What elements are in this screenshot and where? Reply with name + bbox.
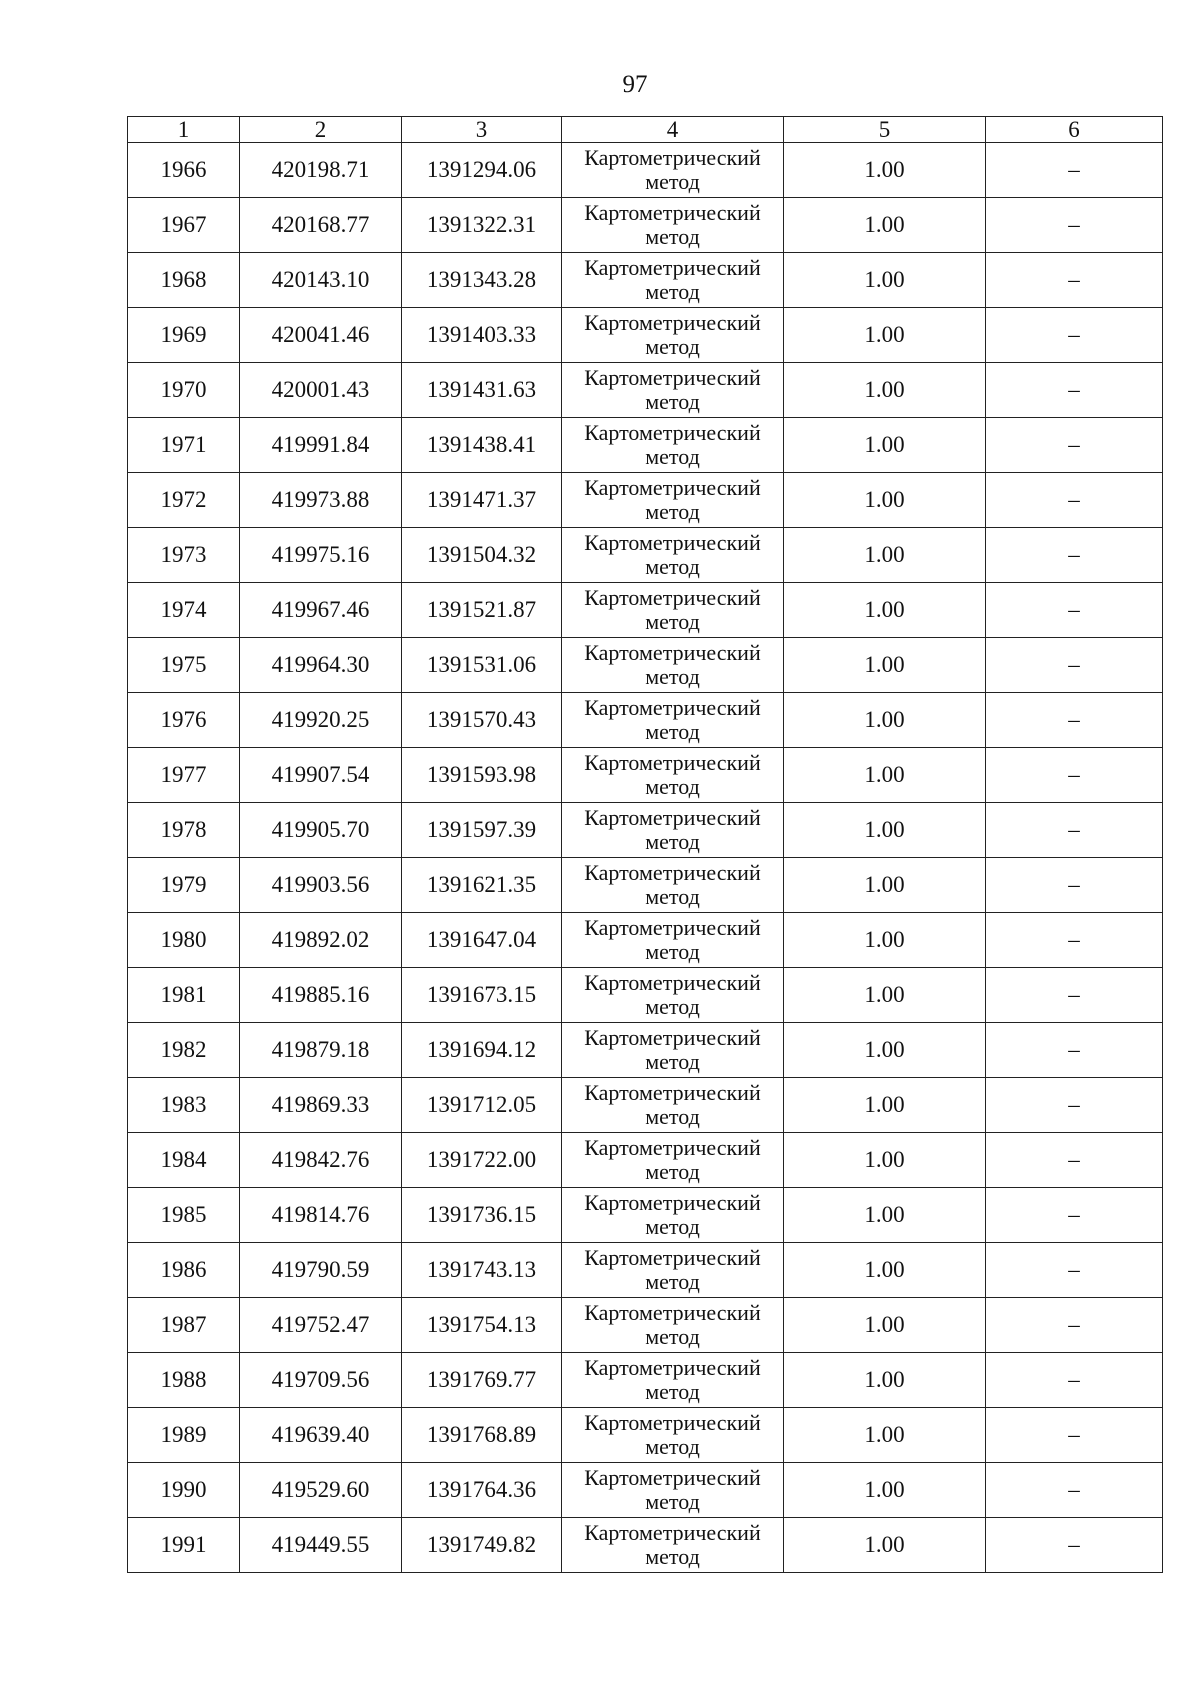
x-coordinate-cell: 419991.84 (240, 418, 402, 473)
x-coordinate-cell: 420001.43 (240, 363, 402, 418)
method-cell (562, 638, 784, 693)
table-row (128, 473, 1163, 528)
table-row (128, 308, 1163, 363)
method-line: метод (645, 389, 700, 414)
point-number-cell: 1981 (128, 968, 240, 1023)
method-line: метод (645, 1049, 700, 1074)
method-line: метод (645, 1324, 700, 1349)
note-cell: – (986, 913, 1163, 968)
x-coordinate-cell: 419892.02 (240, 913, 402, 968)
table-row (128, 1188, 1163, 1243)
method-cell (562, 528, 784, 583)
method-line: Картометрический (584, 805, 761, 830)
point-number-cell: 1977 (128, 748, 240, 803)
y-coordinate-cell: 1391570.43 (402, 693, 562, 748)
method-line: метод (645, 1159, 700, 1184)
method-line: метод (645, 499, 700, 524)
y-coordinate-cell: 1391593.98 (402, 748, 562, 803)
method-line: Картометрический (584, 1520, 761, 1545)
method-line: метод (645, 664, 700, 689)
x-coordinate-cell: 419907.54 (240, 748, 402, 803)
x-coordinate-cell: 419709.56 (240, 1353, 402, 1408)
note-cell: – (986, 308, 1163, 363)
y-coordinate-cell: 1391471.37 (402, 473, 562, 528)
point-number-cell: 1970 (128, 363, 240, 418)
method-cell (562, 198, 784, 253)
method-line: Картометрический (584, 695, 761, 720)
method-line: Картометрический (584, 750, 761, 775)
method-line: Картометрический (584, 365, 761, 390)
column-header: 1 (128, 117, 240, 143)
note-cell: – (986, 1133, 1163, 1188)
method-cell (562, 1353, 784, 1408)
x-coordinate-cell: 419790.59 (240, 1243, 402, 1298)
accuracy-cell: 1.00 (784, 1078, 986, 1133)
table-row (128, 1353, 1163, 1408)
note-cell: – (986, 473, 1163, 528)
table-body (128, 117, 1163, 1573)
table-row (128, 1408, 1163, 1463)
accuracy-cell: 1.00 (784, 1133, 986, 1188)
x-coordinate-cell: 419529.60 (240, 1463, 402, 1518)
method-line: Картометрический (584, 530, 761, 555)
method-cell (562, 1133, 784, 1188)
method-line: Картометрический (584, 1355, 761, 1380)
x-coordinate-cell: 420143.10 (240, 253, 402, 308)
table-row (128, 363, 1163, 418)
table-row (128, 1518, 1163, 1573)
y-coordinate-cell: 1391647.04 (402, 913, 562, 968)
accuracy-cell: 1.00 (784, 1023, 986, 1078)
method-line: метод (645, 994, 700, 1019)
note-cell: – (986, 418, 1163, 473)
table-row (128, 748, 1163, 803)
point-number-cell: 1973 (128, 528, 240, 583)
table-row (128, 1243, 1163, 1298)
note-cell: – (986, 968, 1163, 1023)
method-line: Картометрический (584, 200, 761, 225)
accuracy-cell: 1.00 (784, 1463, 986, 1518)
point-number-cell: 1969 (128, 308, 240, 363)
point-number-cell: 1983 (128, 1078, 240, 1133)
point-number-cell: 1988 (128, 1353, 240, 1408)
method-cell (562, 473, 784, 528)
coordinates-table (127, 116, 1163, 1573)
note-cell: – (986, 858, 1163, 913)
note-cell: – (986, 693, 1163, 748)
x-coordinate-cell: 419885.16 (240, 968, 402, 1023)
method-line: метод (645, 1104, 700, 1129)
method-line: метод (645, 829, 700, 854)
note-cell: – (986, 528, 1163, 583)
method-line: метод (645, 1489, 700, 1514)
accuracy-cell: 1.00 (784, 198, 986, 253)
note-cell: – (986, 1463, 1163, 1518)
method-line: Картометрический (584, 1410, 761, 1435)
table-row (128, 418, 1163, 473)
accuracy-cell: 1.00 (784, 638, 986, 693)
method-cell (562, 1518, 784, 1573)
note-cell: – (986, 198, 1163, 253)
y-coordinate-cell: 1391322.31 (402, 198, 562, 253)
y-coordinate-cell: 1391531.06 (402, 638, 562, 693)
accuracy-cell: 1.00 (784, 1188, 986, 1243)
table-row (128, 143, 1163, 198)
method-cell (562, 803, 784, 858)
y-coordinate-cell: 1391694.12 (402, 1023, 562, 1078)
method-cell (562, 858, 784, 913)
note-cell: – (986, 1298, 1163, 1353)
column-header: 2 (240, 117, 402, 143)
column-header: 6 (986, 117, 1163, 143)
x-coordinate-cell: 419964.30 (240, 638, 402, 693)
accuracy-cell: 1.00 (784, 143, 986, 198)
method-line: Картометрический (584, 1465, 761, 1490)
y-coordinate-cell: 1391722.00 (402, 1133, 562, 1188)
table-row (128, 858, 1163, 913)
column-header: 4 (562, 117, 784, 143)
method-line: метод (645, 554, 700, 579)
method-line: метод (645, 884, 700, 909)
method-line: Картометрический (584, 145, 761, 170)
x-coordinate-cell: 419967.46 (240, 583, 402, 638)
table-row (128, 528, 1163, 583)
method-line: Картометрический (584, 255, 761, 280)
point-number-cell: 1978 (128, 803, 240, 858)
point-number-cell: 1974 (128, 583, 240, 638)
note-cell: – (986, 1518, 1163, 1573)
y-coordinate-cell: 1391764.36 (402, 1463, 562, 1518)
accuracy-cell: 1.00 (784, 1353, 986, 1408)
y-coordinate-cell: 1391621.35 (402, 858, 562, 913)
accuracy-cell: 1.00 (784, 1408, 986, 1463)
accuracy-cell: 1.00 (784, 748, 986, 803)
method-line: Картометрический (584, 1025, 761, 1050)
method-cell (562, 1298, 784, 1353)
y-coordinate-cell: 1391754.13 (402, 1298, 562, 1353)
point-number-cell: 1976 (128, 693, 240, 748)
point-number-cell: 1975 (128, 638, 240, 693)
accuracy-cell: 1.00 (784, 1243, 986, 1298)
method-cell (562, 418, 784, 473)
method-cell (562, 1463, 784, 1518)
x-coordinate-cell: 420198.71 (240, 143, 402, 198)
accuracy-cell: 1.00 (784, 363, 986, 418)
method-line: метод (645, 1434, 700, 1459)
column-header: 5 (784, 117, 986, 143)
point-number-cell: 1985 (128, 1188, 240, 1243)
x-coordinate-cell: 419842.76 (240, 1133, 402, 1188)
method-line: Картометрический (584, 475, 761, 500)
method-line: Картометрический (584, 585, 761, 610)
x-coordinate-cell: 419905.70 (240, 803, 402, 858)
table-row (128, 638, 1163, 693)
y-coordinate-cell: 1391768.89 (402, 1408, 562, 1463)
method-cell (562, 583, 784, 638)
point-number-cell: 1987 (128, 1298, 240, 1353)
method-line: метод (645, 334, 700, 359)
method-cell (562, 748, 784, 803)
method-cell (562, 1078, 784, 1133)
method-line: метод (645, 1269, 700, 1294)
table-row (128, 583, 1163, 638)
point-number-cell: 1982 (128, 1023, 240, 1078)
accuracy-cell: 1.00 (784, 473, 986, 528)
accuracy-cell: 1.00 (784, 583, 986, 638)
method-line: Картометрический (584, 640, 761, 665)
accuracy-cell: 1.00 (784, 913, 986, 968)
x-coordinate-cell: 420041.46 (240, 308, 402, 363)
x-coordinate-cell: 419449.55 (240, 1518, 402, 1573)
note-cell: – (986, 143, 1163, 198)
table-row (128, 1078, 1163, 1133)
accuracy-cell: 1.00 (784, 418, 986, 473)
point-number-cell: 1980 (128, 913, 240, 968)
x-coordinate-cell: 419814.76 (240, 1188, 402, 1243)
accuracy-cell: 1.00 (784, 528, 986, 583)
method-line: метод (645, 609, 700, 634)
x-coordinate-cell: 419752.47 (240, 1298, 402, 1353)
table-row (128, 968, 1163, 1023)
y-coordinate-cell: 1391343.28 (402, 253, 562, 308)
method-line: метод (645, 279, 700, 304)
method-line: Картометрический (584, 1080, 761, 1105)
x-coordinate-cell: 419639.40 (240, 1408, 402, 1463)
column-header: 3 (402, 117, 562, 143)
method-line: метод (645, 1544, 700, 1569)
note-cell: – (986, 1408, 1163, 1463)
point-number-cell: 1971 (128, 418, 240, 473)
method-line: Картометрический (584, 915, 761, 940)
note-cell: – (986, 748, 1163, 803)
method-cell (562, 308, 784, 363)
method-line: метод (645, 1379, 700, 1404)
note-cell: – (986, 638, 1163, 693)
note-cell: – (986, 363, 1163, 418)
accuracy-cell: 1.00 (784, 1518, 986, 1573)
method-line: метод (645, 224, 700, 249)
method-cell (562, 253, 784, 308)
table-row (128, 1298, 1163, 1353)
table-row (128, 1463, 1163, 1518)
accuracy-cell: 1.00 (784, 693, 986, 748)
note-cell: – (986, 1243, 1163, 1298)
note-cell: – (986, 1188, 1163, 1243)
method-line: Картометрический (584, 1300, 761, 1325)
point-number-cell: 1966 (128, 143, 240, 198)
y-coordinate-cell: 1391769.77 (402, 1353, 562, 1408)
point-number-cell: 1979 (128, 858, 240, 913)
y-coordinate-cell: 1391712.05 (402, 1078, 562, 1133)
note-cell: – (986, 803, 1163, 858)
method-line: метод (645, 774, 700, 799)
accuracy-cell: 1.00 (784, 253, 986, 308)
note-cell: – (986, 1078, 1163, 1133)
x-coordinate-cell: 419975.16 (240, 528, 402, 583)
y-coordinate-cell: 1391736.15 (402, 1188, 562, 1243)
y-coordinate-cell: 1391749.82 (402, 1518, 562, 1573)
method-cell (562, 968, 784, 1023)
point-number-cell: 1972 (128, 473, 240, 528)
y-coordinate-cell: 1391504.32 (402, 528, 562, 583)
table-row (128, 913, 1163, 968)
table-row (128, 1023, 1163, 1078)
x-coordinate-cell: 419903.56 (240, 858, 402, 913)
accuracy-cell: 1.00 (784, 968, 986, 1023)
method-cell (562, 1023, 784, 1078)
method-cell (562, 913, 784, 968)
page-number: 97 (622, 71, 648, 98)
point-number-cell: 1991 (128, 1518, 240, 1573)
y-coordinate-cell: 1391438.41 (402, 418, 562, 473)
method-line: Картометрический (584, 860, 761, 885)
y-coordinate-cell: 1391673.15 (402, 968, 562, 1023)
method-line: метод (645, 939, 700, 964)
y-coordinate-cell: 1391521.87 (402, 583, 562, 638)
table-row (128, 198, 1163, 253)
y-coordinate-cell: 1391294.06 (402, 143, 562, 198)
method-line: метод (645, 169, 700, 194)
point-number-cell: 1990 (128, 1463, 240, 1518)
method-line: метод (645, 1214, 700, 1239)
point-number-cell: 1984 (128, 1133, 240, 1188)
method-cell (562, 1243, 784, 1298)
table-row (128, 803, 1163, 858)
method-cell (562, 1408, 784, 1463)
method-line: Картометрический (584, 1245, 761, 1270)
x-coordinate-cell: 419879.18 (240, 1023, 402, 1078)
y-coordinate-cell: 1391431.63 (402, 363, 562, 418)
method-line: Картометрический (584, 420, 761, 445)
point-number-cell: 1968 (128, 253, 240, 308)
x-coordinate-cell: 419869.33 (240, 1078, 402, 1133)
accuracy-cell: 1.00 (784, 803, 986, 858)
method-cell (562, 363, 784, 418)
accuracy-cell: 1.00 (784, 1298, 986, 1353)
note-cell: – (986, 253, 1163, 308)
point-number-cell: 1967 (128, 198, 240, 253)
point-number-cell: 1986 (128, 1243, 240, 1298)
header-row (128, 117, 1163, 143)
method-cell (562, 1188, 784, 1243)
method-line: метод (645, 444, 700, 469)
x-coordinate-cell: 420168.77 (240, 198, 402, 253)
table-row (128, 253, 1163, 308)
y-coordinate-cell: 1391597.39 (402, 803, 562, 858)
y-coordinate-cell: 1391403.33 (402, 308, 562, 363)
accuracy-cell: 1.00 (784, 858, 986, 913)
accuracy-cell: 1.00 (784, 308, 986, 363)
note-cell: – (986, 1023, 1163, 1078)
x-coordinate-cell: 419920.25 (240, 693, 402, 748)
method-line: Картометрический (584, 1135, 761, 1160)
note-cell: – (986, 583, 1163, 638)
point-number-cell: 1989 (128, 1408, 240, 1463)
table-row (128, 1133, 1163, 1188)
method-line: Картометрический (584, 970, 761, 995)
method-line: Картометрический (584, 310, 761, 335)
y-coordinate-cell: 1391743.13 (402, 1243, 562, 1298)
x-coordinate-cell: 419973.88 (240, 473, 402, 528)
method-cell (562, 693, 784, 748)
method-line: метод (645, 719, 700, 744)
table-row (128, 693, 1163, 748)
method-cell (562, 143, 784, 198)
note-cell: – (986, 1353, 1163, 1408)
method-line: Картометрический (584, 1190, 761, 1215)
